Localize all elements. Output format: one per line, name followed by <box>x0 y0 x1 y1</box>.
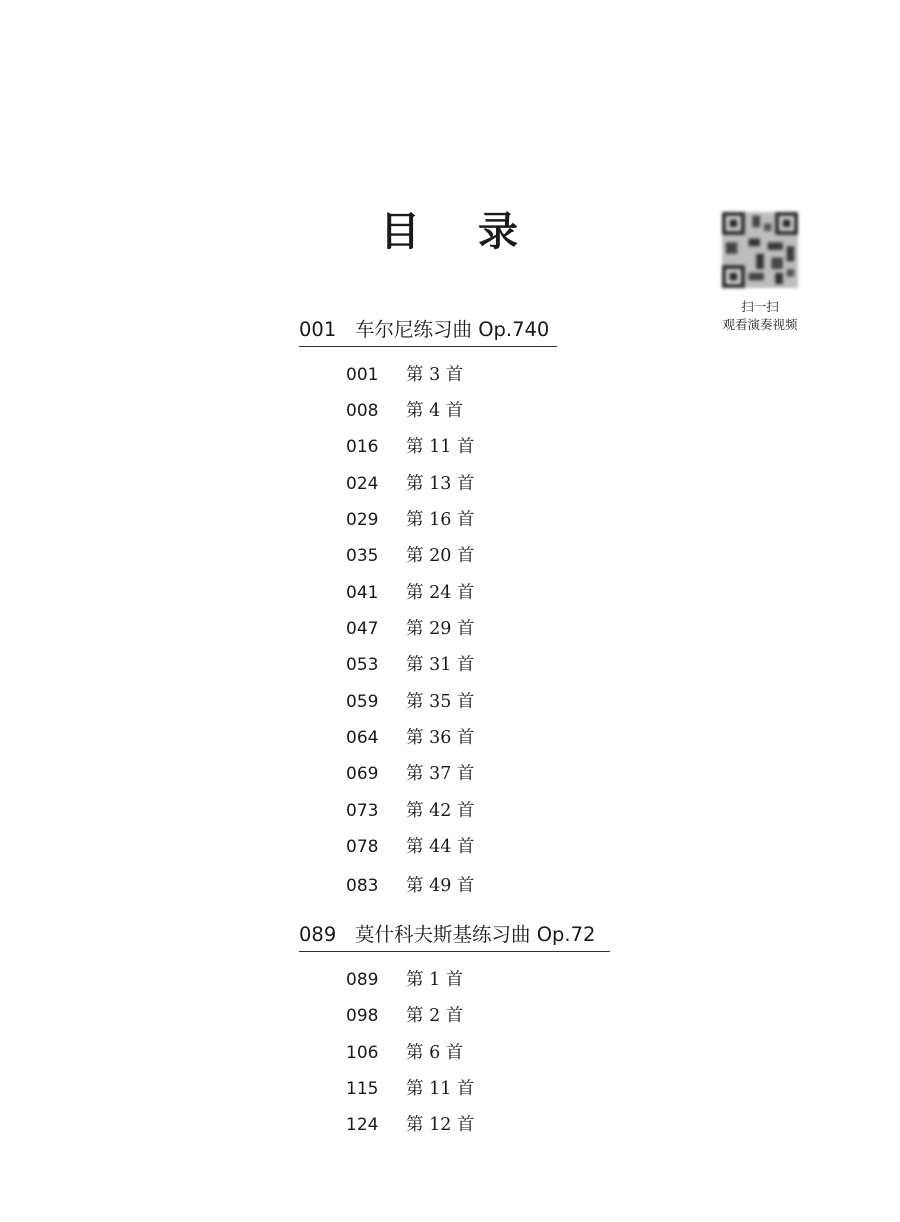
toc-entry[interactable] <box>346 688 474 714</box>
qr-caption-line1: 扫一扫 <box>741 299 779 314</box>
toc-entry[interactable] <box>346 361 463 387</box>
entry-label: 第 13 首 <box>406 474 475 494</box>
entry-label: 第 42 首 <box>406 801 475 821</box>
section-page-number: 089 <box>299 923 337 946</box>
entry-page-number: 024 <box>346 474 379 494</box>
entry-label: 第 3 首 <box>406 365 464 385</box>
toc-entry[interactable] <box>346 542 474 568</box>
toc-entry[interactable] <box>346 1075 474 1101</box>
toc-entry[interactable] <box>346 397 463 423</box>
entry-page-number: 047 <box>346 619 379 639</box>
section-title: 车尔尼练习曲 Op.740 <box>355 318 550 341</box>
entry-label: 第 20 首 <box>406 546 475 566</box>
entry-page-number: 008 <box>346 401 379 421</box>
page-title: 目 录 <box>380 208 540 255</box>
entry-label: 第 12 首 <box>406 1115 475 1135</box>
entry-label: 第 44 首 <box>406 837 475 857</box>
toc-entry[interactable] <box>346 470 474 496</box>
toc-entry[interactable] <box>346 872 474 898</box>
toc-entry[interactable] <box>346 433 474 459</box>
section-title: 莫什科夫斯基练习曲 Op.72 <box>355 923 596 946</box>
entry-label: 第 11 首 <box>406 437 475 457</box>
entry-page-number: 069 <box>346 764 379 784</box>
entry-label: 第 6 首 <box>406 1043 464 1063</box>
entry-label: 第 16 首 <box>406 510 475 530</box>
entry-page-number: 124 <box>346 1115 379 1135</box>
qr-caption-line2: 观看演奏视频 <box>722 317 798 332</box>
toc-section-heading[interactable] <box>299 314 557 347</box>
entry-page-number: 078 <box>346 837 379 857</box>
entry-page-number: 098 <box>346 1006 379 1026</box>
toc-entry[interactable] <box>346 966 463 992</box>
entry-page-number: 106 <box>346 1043 379 1063</box>
entry-page-number: 035 <box>346 546 379 566</box>
toc-entry[interactable] <box>346 760 474 786</box>
qr-caption <box>700 298 820 334</box>
qr-code[interactable] <box>722 212 798 288</box>
entry-page-number: 041 <box>346 583 379 603</box>
toc-entry[interactable] <box>346 833 474 859</box>
entry-page-number: 073 <box>346 801 379 821</box>
toc-entry[interactable] <box>346 579 474 605</box>
entry-label: 第 36 首 <box>406 728 475 748</box>
entry-page-number: 115 <box>346 1079 379 1099</box>
entry-label: 第 31 首 <box>406 655 475 675</box>
entry-label: 第 2 首 <box>406 1006 464 1026</box>
entry-label: 第 24 首 <box>406 583 475 603</box>
entry-page-number: 016 <box>346 437 379 457</box>
toc-entry[interactable] <box>346 1039 463 1065</box>
entry-label: 第 11 首 <box>406 1079 475 1099</box>
toc-entry[interactable] <box>346 1111 474 1137</box>
toc-entry[interactable] <box>346 506 474 532</box>
entry-label: 第 49 首 <box>406 876 475 896</box>
entry-label: 第 1 首 <box>406 970 464 990</box>
toc-entry[interactable] <box>346 724 474 750</box>
entry-page-number: 089 <box>346 970 379 990</box>
entry-label: 第 29 首 <box>406 619 475 639</box>
toc-entry[interactable] <box>346 797 474 823</box>
entry-label: 第 4 首 <box>406 401 464 421</box>
toc-entry[interactable] <box>346 651 474 677</box>
entry-page-number: 059 <box>346 692 379 712</box>
entry-label: 第 37 首 <box>406 764 475 784</box>
section-page-number: 001 <box>299 318 337 341</box>
toc-section-heading[interactable] <box>299 919 610 952</box>
qr-code-image <box>722 212 798 288</box>
entry-page-number: 064 <box>346 728 379 748</box>
entry-label: 第 35 首 <box>406 692 475 712</box>
entry-page-number: 001 <box>346 365 379 385</box>
entry-page-number: 053 <box>346 655 379 675</box>
toc-entry[interactable] <box>346 615 474 641</box>
entry-page-number: 029 <box>346 510 379 530</box>
toc-entry[interactable] <box>346 1002 463 1028</box>
entry-page-number: 083 <box>346 876 379 896</box>
